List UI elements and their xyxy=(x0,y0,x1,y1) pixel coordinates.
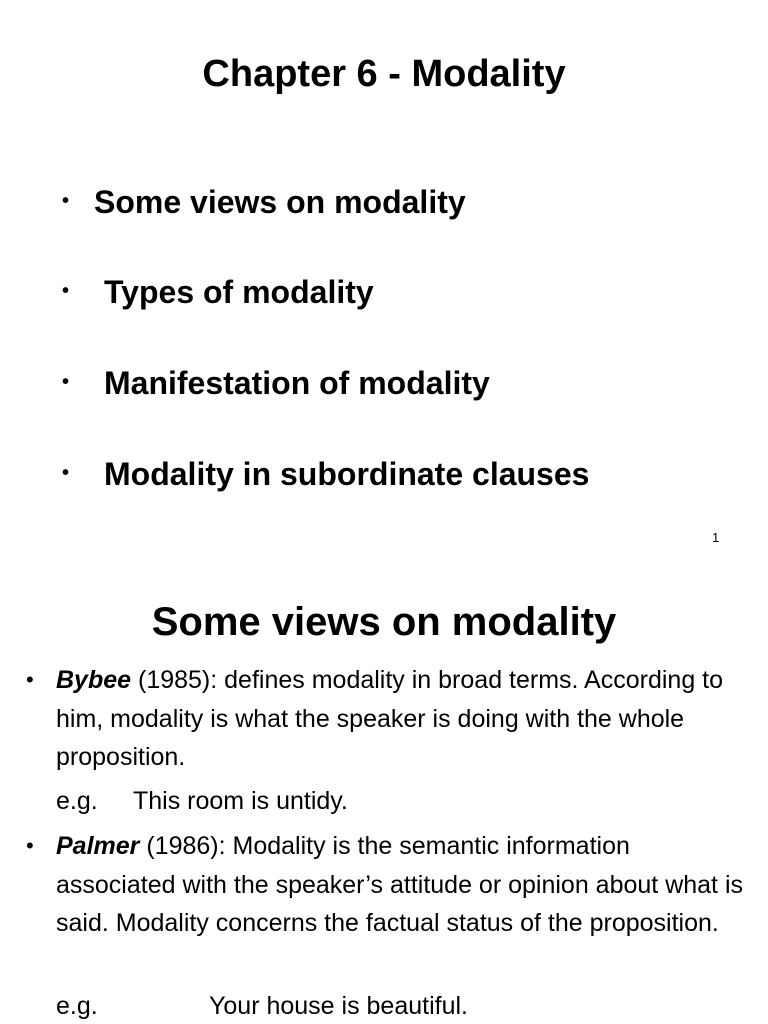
slide-1-title: Chapter 6 - Modality xyxy=(202,53,566,95)
bullet-icon: • xyxy=(62,462,70,484)
view-entry-palmer xyxy=(26,827,746,943)
view-text: (1985): defines modality in broad terms. According to him, modality is what the speaker is doing with the whole proposition. xyxy=(56,666,724,771)
agenda-item xyxy=(62,181,466,222)
example-text: This room is untidy. xyxy=(133,787,348,815)
author-name: Bybee xyxy=(56,666,132,694)
agenda-item-label: Some views on modality xyxy=(94,184,466,220)
example-text: Your house is beautiful. xyxy=(209,992,468,1020)
view-entry-bybee xyxy=(26,661,746,777)
example-line xyxy=(56,783,348,819)
bullet-icon: • xyxy=(26,833,34,858)
slide-2-title: Some views on modality xyxy=(151,600,617,644)
example-line xyxy=(56,988,468,1024)
agenda-item-label: Modality in subordinate clauses xyxy=(104,456,590,492)
page-number: 1 xyxy=(712,530,720,545)
example-label: e.g. xyxy=(56,787,98,815)
bullet-icon: • xyxy=(62,371,70,393)
author-name: Palmer xyxy=(56,832,140,860)
example-label: e.g. xyxy=(56,992,98,1020)
agenda-item xyxy=(62,271,374,312)
view-text: (1986): Modality is the semantic information associated with the speaker’s attitude or opinion about what is said. Modality concerns the factual status of the proposition. xyxy=(56,832,743,937)
slide-2 xyxy=(0,560,768,1024)
agenda-item xyxy=(62,453,589,494)
bullet-icon: • xyxy=(62,280,70,302)
bullet-icon: • xyxy=(26,667,34,692)
agenda-item-label: Manifestation of modality xyxy=(104,365,490,401)
bullet-icon: • xyxy=(62,190,70,212)
agenda-item-label: Types of modality xyxy=(104,274,374,310)
agenda-item xyxy=(62,362,490,403)
